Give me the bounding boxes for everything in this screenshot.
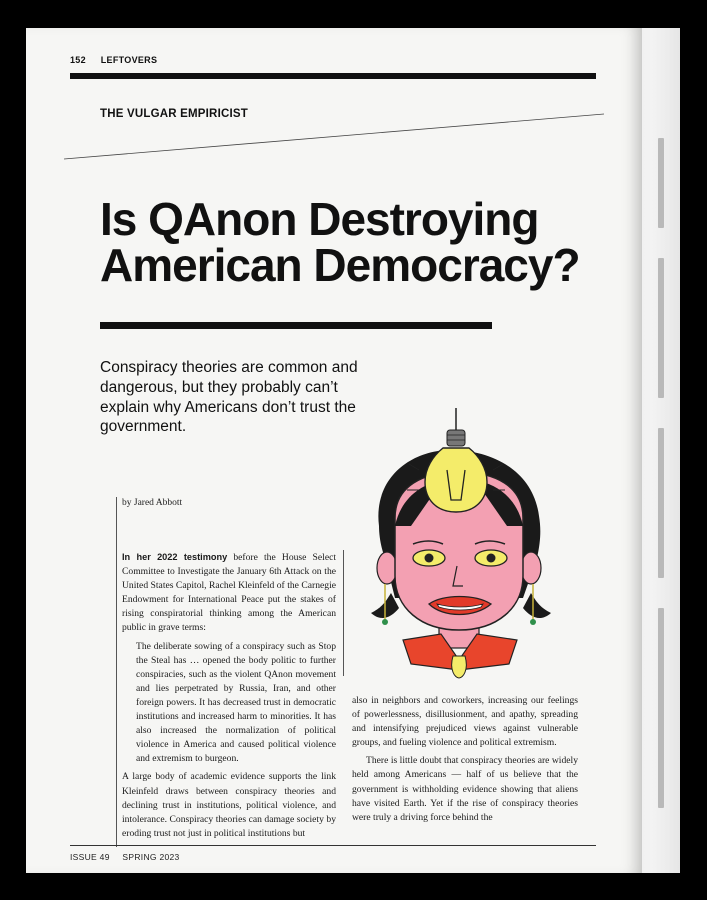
facing-page-text-ghost <box>658 138 664 228</box>
article-column-1 <box>122 550 336 845</box>
section-name: LEFTOVERS <box>100 55 158 65</box>
bottom-rule <box>70 845 596 846</box>
department-label: THE VULGAR EMPIRICIST <box>100 108 248 120</box>
issue-season: SPRING 2023 <box>122 852 180 862</box>
lead-in: In her 2022 testimony <box>122 552 228 562</box>
dek: Conspiracy theories are common and dangerous, but they probably can’t explain why Americans don’t trust the government. <box>100 359 358 436</box>
article-column-2 <box>352 694 578 829</box>
byline-rule <box>116 497 117 847</box>
headline-rule <box>100 322 492 329</box>
facing-page-text-ghost <box>658 258 664 398</box>
paragraph <box>122 550 336 636</box>
issue-number: ISSUE 49 <box>70 852 110 862</box>
byline: by Jared Abbott <box>122 498 183 508</box>
headline-line-1: Is QAnon Destroying <box>100 193 539 245</box>
paragraph: There is little doubt that conspiracy theories are widely held among Americans — half of us believe that the government is withholding evidence showing that aliens have visited Earth. Yet if the rise of conspiracy theories were truly a driving force behind the <box>352 755 578 823</box>
paragraph: also in neighbors and coworkers, increasing our feelings of powerlessness, disillusionment, and apathy, spreading and intensifying prejudiced views against vulnerable groups, and fueling violence and political extremism. <box>352 695 578 749</box>
magazine-page <box>26 28 642 873</box>
page-number: 152 <box>70 55 86 65</box>
facing-page-text-ghost <box>658 608 664 808</box>
facing-page-text-ghost <box>658 428 664 578</box>
block-quote: The deliberate sowing of a conspiracy such as Stop the Steal has … opened the body politic to further conspiracies, such as the violent QAnon movement and lies perpetrated by Russia, Iran, and other foreign powers. It has decreased trust in democratic institutions and increased harm to minorities. It has also increased the normalization of political violence in America and caused political violence and extremism to burgeon. <box>136 640 336 765</box>
woman-with-lightbulb-on-head-icon <box>351 408 571 690</box>
headline-line-2: American Democracy? <box>100 239 580 291</box>
diagonal-rule <box>26 28 642 168</box>
paragraph: A large body of academic evidence supports the link Kleinfeld draws between conspiracy theories and declining trust in institutions, political violence, and intolerance. Conspiracy theories can damage society by eroding trust not just in political institutions but <box>122 771 336 839</box>
column-rule <box>343 550 344 676</box>
page-footer <box>70 852 180 862</box>
paragraph-text: before the House Select Committee to Investigate the January 6th Attack on the United States Capitol, Rachel Kleinfeld of the Carnegie Endowment for International Peace put the stakes of rising conspiratorial thinking among the American public in grave terms: <box>122 552 336 634</box>
headline <box>100 193 620 291</box>
